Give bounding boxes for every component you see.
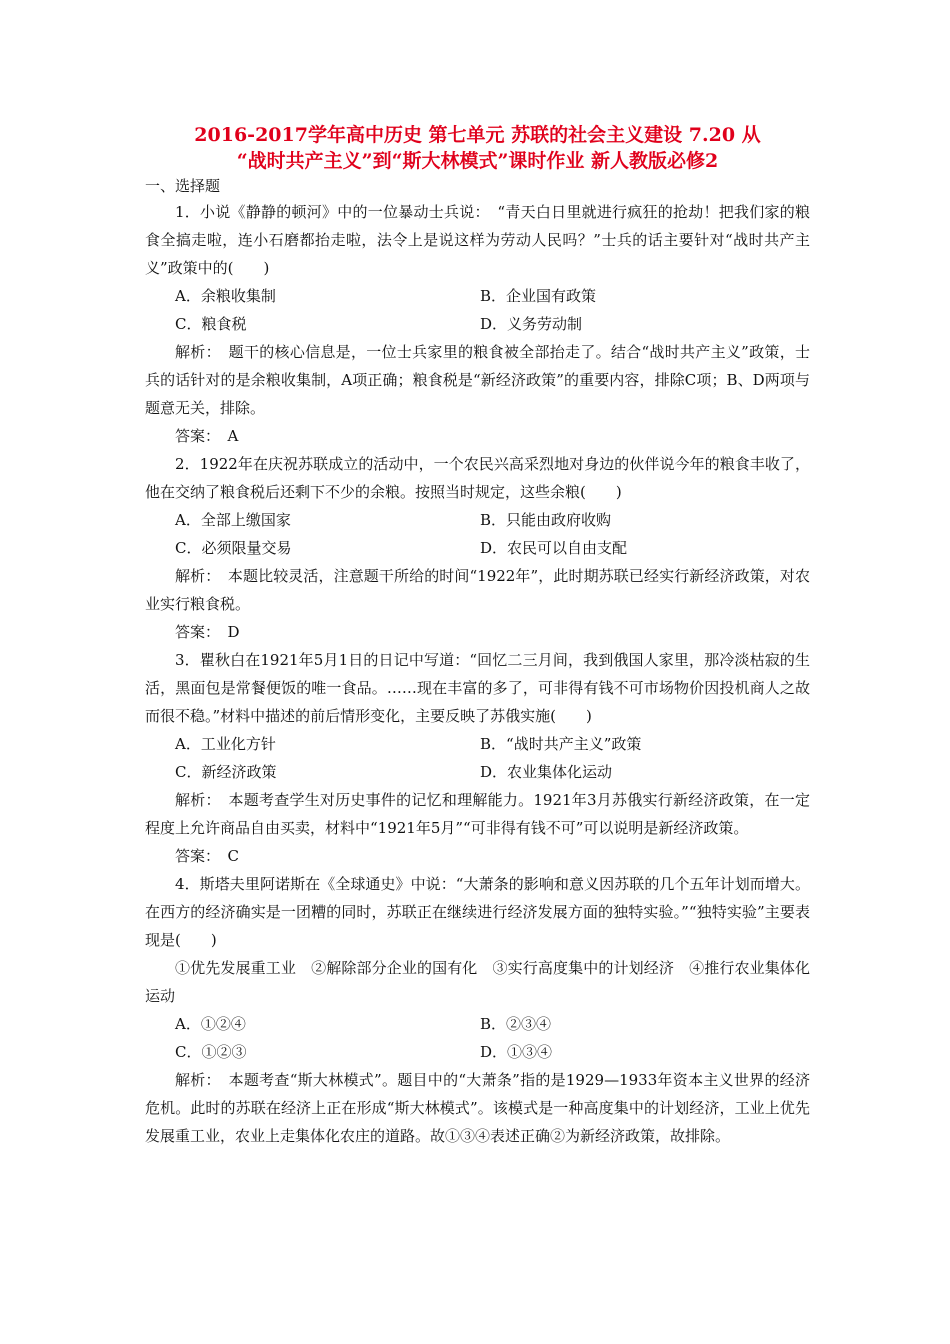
- statement-items: ①优先发展重工业 ②解除部分企业的国有化 ③实行高度集中的计划经济 ④推行农业集体化运动: [145, 959, 810, 1005]
- analysis-text: 解析： 题干的核心信息是，一位士兵家里的粮食被全部抬走了。结合“战时共产主义”政策，士兵的话针对的是余粮收集制，A项正确；粮食税是“新经济政策”的重要内容，排除C项；B、D两项与题意无关，排除。: [145, 343, 810, 417]
- option-list: [145, 506, 810, 562]
- question-block: [145, 198, 810, 450]
- option-list: [145, 282, 810, 338]
- question-stem: 2．1922年在庆祝苏联成立的活动中，一个农民兴高采烈地对身边的伙伴说今年的粮食丰收了，他在交纳了粮食税后还剩下不少的余粮。按照当时规定，这些余粮( ): [145, 455, 810, 501]
- option-d: D．①③④: [480, 1043, 553, 1061]
- option-list: [145, 730, 810, 786]
- analysis-text: 解析： 本题比较灵活，注意题干所给的时间“1922年”，此时期苏联已经实行新经济政策，对农业实行粮食税。: [145, 567, 810, 613]
- option-a: A．余粮收集制: [175, 287, 276, 305]
- option-c: C．新经济政策: [175, 763, 277, 781]
- option-b: B．企业国有政策: [480, 287, 597, 305]
- option-a: A．工业化方针: [175, 735, 276, 753]
- answer-text: 答案： C: [175, 847, 239, 865]
- option-b: B．“战时共产主义”政策: [480, 735, 642, 753]
- title-line-1: 2016-2017学年高中历史 第七单元 苏联的社会主义建设 7.20 从: [194, 124, 761, 146]
- analysis-text: 解析： 本题考查“斯大林模式”。题目中的“大萧条”指的是1929—1933年资本主义世界的经济危机。此时的苏联在经济上正在形成“斯大林模式”。该模式是一种高度集中的计划经济，工业上优先发展重工业，农业上走集体化农庄的道路。故①③④表述正确②为新经济政策，故排除。: [145, 1071, 810, 1145]
- section-heading: 一、选择题: [145, 177, 221, 195]
- question-stem: 3．瞿秋白在1921年5月1日的日记中写道：“回忆二三月间，我到俄国人家里，那冷淡枯寂的生活，黑面包是常餐便饭的唯一食品。……现在丰富的多了，可非得有钱不可市场物价因投机商人之故而很不稳。”材料中描述的前后情形变化，主要反映了苏俄实施( ): [145, 651, 810, 725]
- option-d: D．农民可以自由支配: [480, 539, 628, 557]
- question-block: [145, 646, 810, 870]
- option-d: D．义务劳动制: [480, 315, 583, 333]
- option-c: C．①②③: [175, 1043, 247, 1061]
- title-line-2: “战时共产主义”到“斯大林模式”课时作业 新人教版必修2: [236, 150, 719, 172]
- option-list: [145, 1010, 810, 1066]
- document-title: [133, 122, 822, 174]
- option-a: A．全部上缴国家: [175, 511, 291, 529]
- option-d: D．农业集体化运动: [480, 763, 613, 781]
- option-c: C．必须限量交易: [175, 539, 292, 557]
- analysis-text: 解析： 本题考查学生对历史事件的记忆和理解能力。1921年3月苏俄实行新经济政策，在一定程度上允许商品自由买卖，材料中“1921年5月”“可非得有钱不可”可以说明是新经济政策。: [145, 791, 810, 837]
- option-b: B．只能由政府收购: [480, 511, 612, 529]
- option-b: B．②③④: [480, 1015, 552, 1033]
- question-stem: 4．斯塔夫里阿诺斯在《全球通史》中说：“大萧条的影响和意义因苏联的几个五年计划而增大。在西方的经济确实是一团糟的同时，苏联正在继续进行经济发展方面的独特实验。”“独特实验”主要表现是( ): [145, 875, 810, 949]
- answer-text: 答案： D: [175, 623, 240, 641]
- answer-text: 答案： A: [175, 427, 239, 445]
- question-block: [145, 450, 810, 646]
- option-c: C．粮食税: [175, 315, 247, 333]
- question-stem: 1．小说《静静的顿河》中的一位暴动士兵说： “青天白日里就进行疯狂的抢劫！把我们家的粮食全搞走啦，连小石磨都抬走啦，法令上是说这样为劳动人民吗？”士兵的话主要针对“战时共产主义”政策中的( ): [145, 203, 810, 277]
- document-page: [145, 122, 810, 1150]
- option-a: A．①②④: [175, 1015, 246, 1033]
- question-block: [145, 870, 810, 1150]
